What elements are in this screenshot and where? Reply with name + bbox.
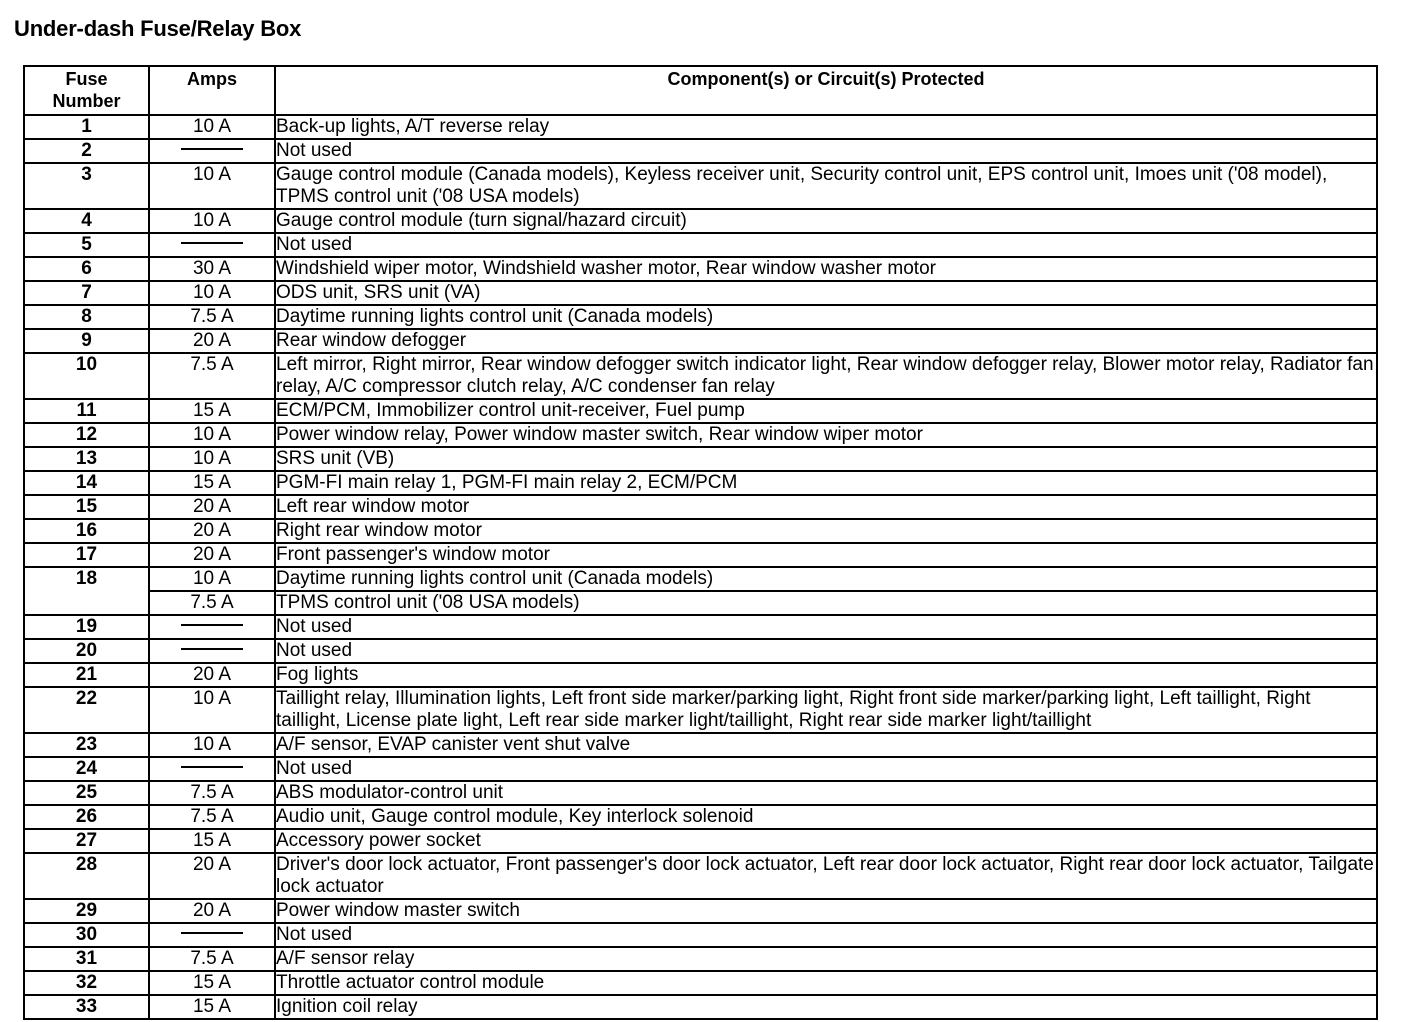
fuse-component-description: Right rear window motor xyxy=(275,519,1377,543)
table-row xyxy=(24,329,1377,353)
fuse-component-description: Not used xyxy=(275,923,1377,947)
fuse-number: 16 xyxy=(24,519,149,543)
fuse-component-description: Power window master switch xyxy=(275,899,1377,923)
table-row xyxy=(24,663,1377,687)
fuse-number: 17 xyxy=(24,543,149,567)
fuse-amps: 10 A xyxy=(149,423,275,447)
table-row xyxy=(24,519,1377,543)
fuse-number: 5 xyxy=(24,233,149,257)
fuse-number: 31 xyxy=(24,947,149,971)
fuse-number: 28 xyxy=(24,853,149,899)
fuse-component-description: Not used xyxy=(275,757,1377,781)
fuse-number: 18 xyxy=(24,567,149,591)
fuse-number: 2 xyxy=(24,139,149,163)
table-row xyxy=(24,115,1377,139)
table-header-row xyxy=(24,66,1377,115)
fuse-amps: 20 A xyxy=(149,899,275,923)
fuse-number: 22 xyxy=(24,687,149,733)
fuse-number: 21 xyxy=(24,663,149,687)
fuse-amps: 10 A xyxy=(149,567,275,591)
fuse-amps: 7.5 A xyxy=(149,805,275,829)
fuse-number: 3 xyxy=(24,163,149,209)
table-row xyxy=(24,923,1377,947)
table-row xyxy=(24,163,1377,209)
fuse-amps: 10 A xyxy=(149,687,275,733)
fuse-component-description: Gauge control module (Canada models), Keyless receiver unit, Security control unit, EPS control unit, Imoes unit ('08 model), TPMS control unit ('08 USA models) xyxy=(275,163,1377,209)
fuse-amps xyxy=(149,139,275,163)
table-row xyxy=(24,829,1377,853)
fuse-number: 24 xyxy=(24,757,149,781)
table-row xyxy=(24,423,1377,447)
fuse-component-description: Ignition coil relay xyxy=(275,995,1377,1019)
fuse-amps: 15 A xyxy=(149,399,275,423)
fuse-component-description: Gauge control module (turn signal/hazard circuit) xyxy=(275,209,1377,233)
fuse-amps: 7.5 A xyxy=(149,591,275,615)
fuse-component-description: Left rear window motor xyxy=(275,495,1377,519)
fuse-number: 12 xyxy=(24,423,149,447)
fuse-amps xyxy=(149,233,275,257)
table-row xyxy=(24,471,1377,495)
fuse-component-description: Windshield wiper motor, Windshield washer motor, Rear window washer motor xyxy=(275,257,1377,281)
fuse-amps: 20 A xyxy=(149,543,275,567)
fuse-component-description: Driver's door lock actuator, Front passenger's door lock actuator, Left rear door lock actuator, Right rear door lock actuator, Tailgate lock actuator xyxy=(275,853,1377,899)
fuse-amps: 7.5 A xyxy=(149,353,275,399)
fuse-number: 23 xyxy=(24,733,149,757)
fuse-amps: 15 A xyxy=(149,995,275,1019)
table-row xyxy=(24,591,1377,615)
fuse-component-description: ODS unit, SRS unit (VA) xyxy=(275,281,1377,305)
table-row xyxy=(24,543,1377,567)
fuse-component-description: Taillight relay, Illumination lights, Left front side marker/parking light, Right front side marker/parking light, Left taillight, Right taillight, License plate light, Left rear side marker light/taillight, Right rear side marker light/taillight xyxy=(275,687,1377,733)
table-row xyxy=(24,495,1377,519)
table-row xyxy=(24,947,1377,971)
table-row xyxy=(24,899,1377,923)
fuse-number: 7 xyxy=(24,281,149,305)
fuse-component-description: Daytime running lights control unit (Canada models) xyxy=(275,305,1377,329)
fuse-component-description: Accessory power socket xyxy=(275,829,1377,853)
fuse-component-description: ABS modulator-control unit xyxy=(275,781,1377,805)
fuse-component-description: Rear window defogger xyxy=(275,329,1377,353)
fuse-amps: 20 A xyxy=(149,329,275,353)
table-row xyxy=(24,233,1377,257)
table-row xyxy=(24,567,1377,591)
fuse-number xyxy=(24,591,149,615)
fuse-number: 14 xyxy=(24,471,149,495)
fuse-table-body xyxy=(24,115,1377,1019)
fuse-number: 6 xyxy=(24,257,149,281)
fuse-amps: 10 A xyxy=(149,733,275,757)
table-row xyxy=(24,281,1377,305)
fuse-number: 19 xyxy=(24,615,149,639)
fuse-component-description: A/F sensor, EVAP canister vent shut valve xyxy=(275,733,1377,757)
table-row xyxy=(24,305,1377,329)
table-row xyxy=(24,971,1377,995)
fuse-number: 11 xyxy=(24,399,149,423)
fuse-component-description: A/F sensor relay xyxy=(275,947,1377,971)
fuse-component-description: PGM-FI main relay 1, PGM-FI main relay 2, ECM/PCM xyxy=(275,471,1377,495)
fuse-number: 33 xyxy=(24,995,149,1019)
fuse-component-description: Left mirror, Right mirror, Rear window defogger switch indicator light, Rear window defogger relay, Blower motor relay, Radiator fan relay, A/C compressor clutch relay, A/C condenser fan relay xyxy=(275,353,1377,399)
table-row xyxy=(24,733,1377,757)
not-used-dash xyxy=(181,932,243,934)
table-row xyxy=(24,781,1377,805)
table-row xyxy=(24,639,1377,663)
fuse-number: 8 xyxy=(24,305,149,329)
table-row xyxy=(24,447,1377,471)
fuse-amps: 15 A xyxy=(149,829,275,853)
fuse-table xyxy=(23,65,1378,1020)
fuse-amps: 7.5 A xyxy=(149,305,275,329)
fuse-number: 9 xyxy=(24,329,149,353)
fuse-amps: 10 A xyxy=(149,163,275,209)
fuse-component-description: Fog lights xyxy=(275,663,1377,687)
page-title: Under-dash Fuse/Relay Box xyxy=(14,16,302,41)
table-row xyxy=(24,257,1377,281)
fuse-amps: 15 A xyxy=(149,971,275,995)
fuse-amps: 7.5 A xyxy=(149,781,275,805)
fuse-amps: 20 A xyxy=(149,495,275,519)
fuse-number: 13 xyxy=(24,447,149,471)
fuse-component-description: ECM/PCM, Immobilizer control unit-receiver, Fuel pump xyxy=(275,399,1377,423)
fuse-number: 26 xyxy=(24,805,149,829)
fuse-number: 27 xyxy=(24,829,149,853)
fuse-number: 29 xyxy=(24,899,149,923)
table-row xyxy=(24,139,1377,163)
fuse-component-description: Back-up lights, A/T reverse relay xyxy=(275,115,1377,139)
fuse-number: 20 xyxy=(24,639,149,663)
fuse-amps xyxy=(149,639,275,663)
not-used-dash xyxy=(181,148,243,150)
header-components: Component(s) or Circuit(s) Protected xyxy=(275,66,1377,115)
header-amps: Amps xyxy=(149,66,275,115)
fuse-component-description: Daytime running lights control unit (Canada models) xyxy=(275,567,1377,591)
fuse-amps xyxy=(149,615,275,639)
fuse-amps: 20 A xyxy=(149,519,275,543)
fuse-amps: 10 A xyxy=(149,209,275,233)
fuse-component-description: Power window relay, Power window master switch, Rear window wiper motor xyxy=(275,423,1377,447)
fuse-amps xyxy=(149,757,275,781)
fuse-number: 15 xyxy=(24,495,149,519)
fuse-amps: 15 A xyxy=(149,471,275,495)
fuse-amps: 10 A xyxy=(149,115,275,139)
fuse-component-description: TPMS control unit ('08 USA models) xyxy=(275,591,1377,615)
fuse-number: 4 xyxy=(24,209,149,233)
table-row xyxy=(24,353,1377,399)
not-used-dash xyxy=(181,624,243,626)
fuse-amps xyxy=(149,923,275,947)
fuse-component-description: Not used xyxy=(275,139,1377,163)
table-row xyxy=(24,687,1377,733)
not-used-dash xyxy=(181,648,243,650)
fuse-amps: 30 A xyxy=(149,257,275,281)
table-row xyxy=(24,805,1377,829)
fuse-number: 30 xyxy=(24,923,149,947)
table-row xyxy=(24,757,1377,781)
fuse-amps: 20 A xyxy=(149,853,275,899)
table-row xyxy=(24,995,1377,1019)
table-row xyxy=(24,209,1377,233)
fuse-component-description: Throttle actuator control module xyxy=(275,971,1377,995)
fuse-number: 1 xyxy=(24,115,149,139)
fuse-amps: 10 A xyxy=(149,281,275,305)
not-used-dash xyxy=(181,242,243,244)
header-fuse-number xyxy=(24,66,149,115)
table-row xyxy=(24,615,1377,639)
table-row xyxy=(24,399,1377,423)
fuse-amps: 20 A xyxy=(149,663,275,687)
fuse-number: 32 xyxy=(24,971,149,995)
fuse-component-description: SRS unit (VB) xyxy=(275,447,1377,471)
fuse-component-description: Not used xyxy=(275,639,1377,663)
header-fuse-number-label: Fuse Number xyxy=(52,69,121,111)
fuse-component-description: Audio unit, Gauge control module, Key interlock solenoid xyxy=(275,805,1377,829)
fuse-component-description: Front passenger's window motor xyxy=(275,543,1377,567)
table-row xyxy=(24,853,1377,899)
fuse-amps: 10 A xyxy=(149,447,275,471)
not-used-dash xyxy=(181,766,243,768)
fuse-amps: 7.5 A xyxy=(149,947,275,971)
fuse-component-description: Not used xyxy=(275,615,1377,639)
fuse-number: 10 xyxy=(24,353,149,399)
fuse-number: 25 xyxy=(24,781,149,805)
fuse-component-description: Not used xyxy=(275,233,1377,257)
